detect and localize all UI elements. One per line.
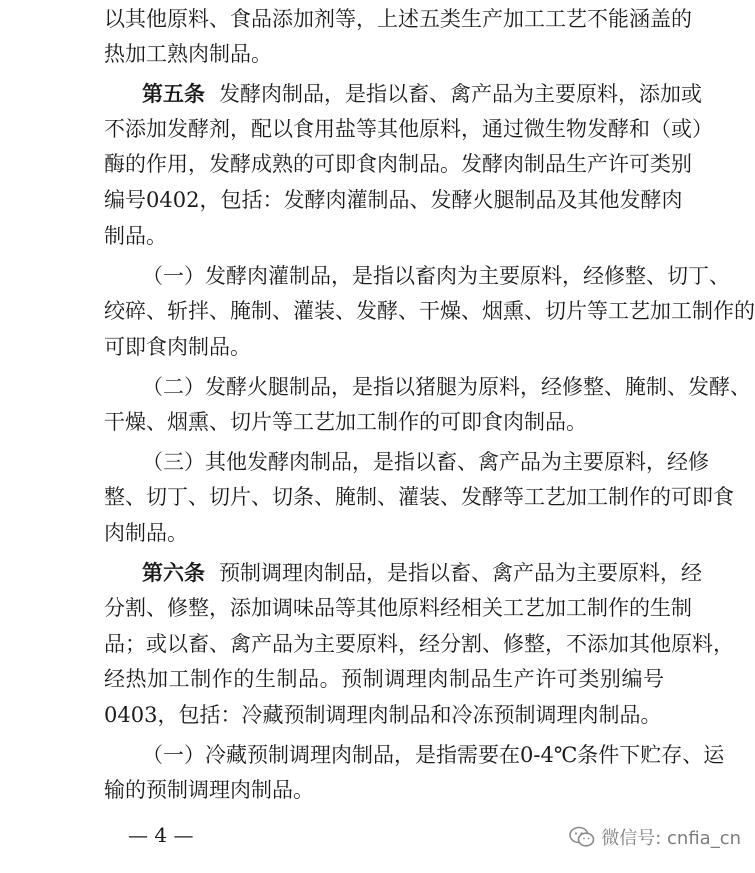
article-6-paragraph (142, 558, 702, 588)
text-line: （一）发酵肉灌制品，是指以畜肉为主要原料，经修整、切丁、 (142, 264, 730, 288)
text-line: 干燥、烟熏、切片等工艺加工制作的可即食肉制品。 (104, 410, 587, 434)
text-line: 品；或以畜、禽产品为主要原料，经分割、修整，不添加其他原料， (104, 632, 734, 656)
wechat-watermark (569, 824, 741, 850)
article-5-paragraph (142, 79, 702, 109)
text-line: 输的预制调理肉制品。 (104, 778, 314, 802)
text-span: 发酵肉制品，是指以畜、禽产品为主要原料，添加或 (219, 82, 702, 106)
text-line: 0403，包括：冷藏预制调理肉制品和冷冻预制调理肉制品。 (104, 703, 662, 727)
article-heading: 第六条 (142, 561, 205, 585)
text-line: 不添加发酵剂，配以食用盐等其他原料，通过微生物发酵和（或） (104, 117, 713, 141)
article-heading: 第五条 (142, 82, 205, 106)
text-line: 肉制品。 (104, 521, 188, 545)
text-line: 分割、修整，添加调味品等其他原料经相关工艺加工制作的生制 (104, 596, 692, 620)
watermark-text: 微信号: cnfia_cn (601, 828, 741, 849)
text-line: 以其他原料、食品添加剂等，上述五类生产加工工艺不能涵盖的 (104, 7, 692, 31)
text-span: 预制调理肉制品，是指以畜、禽产品为主要原料，经 (219, 561, 702, 585)
text-line: 可即食肉制品。 (104, 335, 251, 359)
text-line: 制品。 (104, 224, 167, 248)
text-line: 酶的作用，发酵成熟的可即食肉制品。发酵肉制品生产许可类别 (104, 152, 692, 176)
page-number: — 4 — (128, 823, 194, 847)
text-line: （二）发酵火腿制品，是指以猪腿为原料，经修整、腌制、发酵、 (142, 375, 751, 399)
text-line: 绞碎、斩拌、腌制、灌装、发酵、干燥、烟熏、切片等工艺加工制作的 (104, 299, 755, 323)
text-line: 热加工熟肉制品。 (104, 42, 272, 66)
wechat-icon (569, 826, 595, 848)
text-line: 整、切丁、切片、切条、腌制、灌装、发酵等工艺加工制作的可即食 (104, 485, 734, 509)
text-line: 编号0402，包括：发酵肉灌制品、发酵火腿制品及其他发酵肉 (104, 188, 683, 212)
text-line: （三）其他发酵肉制品，是指以畜、禽产品为主要原料，经修 (142, 450, 709, 474)
text-line: 经热加工制作的生制品。预制调理肉制品生产许可类别编号 (104, 667, 664, 691)
text-line: （一）冷藏预制调理肉制品，是指需要在0-4℃条件下贮存、运 (142, 743, 725, 767)
